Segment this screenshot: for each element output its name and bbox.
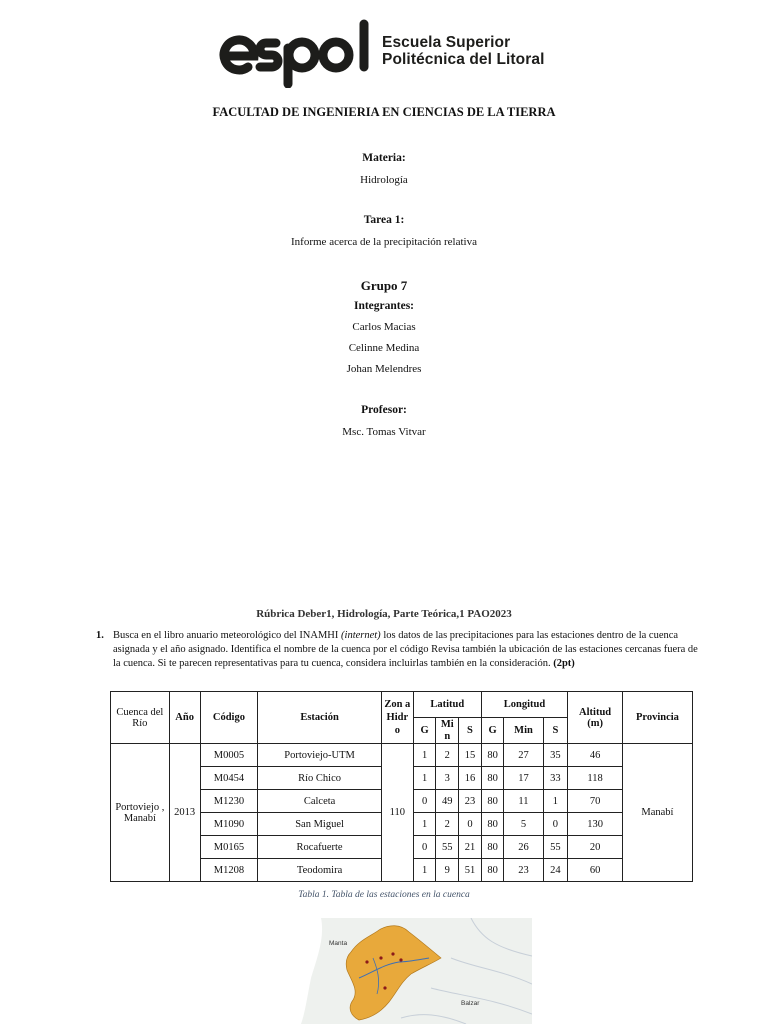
espol-institution-name [382, 34, 545, 68]
cell-lat-g: 1 [413, 767, 436, 790]
cell-lon-g: 80 [481, 813, 504, 836]
cell-altitude: 46 [568, 744, 623, 767]
header-lat-s: S [459, 718, 482, 744]
map-label-balzar: Balzar [461, 1000, 480, 1007]
cell-lat-min: 2 [436, 813, 459, 836]
cell-station: Calceta [258, 790, 382, 813]
cell-lon-s: 35 [543, 744, 568, 767]
cell-altitude: 130 [568, 813, 623, 836]
cell-lat-min: 2 [436, 744, 459, 767]
cell-altitude: 60 [568, 859, 623, 882]
task-label: Tarea 1: [363, 214, 405, 226]
cell-lat-s: 51 [459, 859, 482, 882]
cell-code: M0454 [200, 767, 258, 790]
cell-basin: Portoviejo , Manabí [111, 744, 170, 882]
header-station: Estación [258, 692, 382, 744]
cell-lon-g: 80 [481, 744, 504, 767]
header-year: Año [169, 692, 200, 744]
cell-station: Portoviejo-UTM [258, 744, 382, 767]
cell-lat-g: 0 [413, 790, 436, 813]
cell-lon-min: 27 [504, 744, 543, 767]
members-label: Integrantes: [353, 300, 415, 312]
stations-table [110, 691, 693, 882]
header-basin: Cuenca del Río [111, 692, 170, 744]
cell-code: M1090 [200, 813, 258, 836]
cell-lon-s: 55 [543, 836, 568, 859]
cell-lat-min: 55 [436, 836, 459, 859]
question-text [113, 629, 708, 671]
cell-province: Manabí [622, 744, 692, 882]
cell-lon-s: 24 [543, 859, 568, 882]
basin-map [281, 918, 532, 1024]
cell-lon-min: 23 [504, 859, 543, 882]
cell-lon-min: 5 [504, 813, 543, 836]
professor-label: Profesor: [361, 404, 407, 416]
cell-altitude: 20 [568, 836, 623, 859]
espol-logo [218, 18, 558, 88]
header-province: Provincia [622, 692, 692, 744]
map-label-manta: Manta [329, 940, 348, 947]
cell-lon-s: 0 [543, 813, 568, 836]
header-latitude: Latitud [413, 692, 481, 718]
header-longitude: Longitud [481, 692, 568, 718]
cell-station: San Miguel [258, 813, 382, 836]
cell-lat-g: 1 [413, 813, 436, 836]
question-number: 1. [96, 630, 104, 641]
cell-station: Río Chico [258, 767, 382, 790]
professor-value: Msc. Tomas Vitvar [342, 426, 426, 438]
cell-lat-s: 21 [459, 836, 482, 859]
cell-lat-min: 3 [436, 767, 459, 790]
question-points: (2pt) [553, 658, 575, 669]
faculty-title: FACULTAD DE INGENIERIA EN CIENCIAS DE LA TIERRA [212, 105, 556, 119]
header-code: Código [200, 692, 258, 744]
cell-lat-g: 1 [413, 859, 436, 882]
cell-lat-s: 16 [459, 767, 482, 790]
member-name: Carlos Macias [352, 321, 416, 333]
header-lon-s: S [543, 718, 568, 744]
cell-lon-s: 1 [543, 790, 568, 813]
subject-label: Materia: [362, 152, 406, 164]
cell-altitude: 70 [568, 790, 623, 813]
cell-year: 2013 [169, 744, 200, 882]
header-altitude: Altitud (m) [568, 692, 623, 744]
cell-code: M0005 [200, 744, 258, 767]
cell-altitude: 118 [568, 767, 623, 790]
cell-lat-s: 15 [459, 744, 482, 767]
cell-code: M0165 [200, 836, 258, 859]
cell-lon-s: 33 [543, 767, 568, 790]
cell-lat-min: 49 [436, 790, 459, 813]
header-lat-g: G [413, 718, 436, 744]
table-row [111, 744, 693, 767]
header-zone: Zon a Hidr o [381, 692, 413, 744]
table-caption: Tabla 1. Tabla de las estaciones en la cuenca [298, 890, 470, 900]
rubric-title: Rúbrica Deber1, Hidrología, Parte Teórica,1 PAO2023 [256, 608, 512, 620]
cell-station: Rocafuerte [258, 836, 382, 859]
cell-lon-min: 26 [504, 836, 543, 859]
cell-lon-g: 80 [481, 859, 504, 882]
cell-lat-s: 23 [459, 790, 482, 813]
group-title: Grupo 7 [360, 278, 408, 293]
basin-map-graphic [281, 918, 532, 1024]
cell-lat-min: 9 [436, 859, 459, 882]
cell-station: Teodomira [258, 859, 382, 882]
question-1 [96, 629, 708, 671]
logo-line-2: Politécnica del Litoral [382, 51, 545, 68]
header-lat-min: Mi n [436, 718, 459, 744]
question-text-italic: (internet) [341, 630, 381, 641]
cell-code: M1230 [200, 790, 258, 813]
cell-lon-min: 11 [504, 790, 543, 813]
cell-zone: 110 [381, 744, 413, 882]
cell-lat-s: 0 [459, 813, 482, 836]
member-name: Celinne Medina [348, 342, 420, 354]
cell-lon-g: 80 [481, 790, 504, 813]
question-text-part: Busca en el libro anuario meteorológico del INAMHI [113, 630, 342, 641]
cell-lon-min: 17 [504, 767, 543, 790]
task-value: Informe acerca de la precipitación relativa [291, 236, 477, 248]
cell-lat-g: 1 [413, 744, 436, 767]
subject-value: Hidrología [360, 174, 408, 186]
header-lon-g: G [481, 718, 504, 744]
question-text-part: los datos de las precipitaciones para las estaciones dentro de la cuenca asignada y el año asignado. Identifica el nombre de la cuenca por el código Revisa también la ubicación de las estaciones cercanas fuera de la cuenca. Si te parecen representativas para tu cuenca, considera incluirlas también en la consideración. [113, 630, 698, 669]
member-name: Johan Melendres [346, 363, 422, 375]
cell-lon-g: 80 [481, 767, 504, 790]
cell-code: M1208 [200, 859, 258, 882]
logo-line-1: Escuela Superior [382, 34, 511, 51]
espol-wordmark-graphic [218, 18, 378, 88]
cell-lon-g: 80 [481, 836, 504, 859]
cell-lat-g: 0 [413, 836, 436, 859]
header-lon-min: Min [504, 718, 543, 744]
